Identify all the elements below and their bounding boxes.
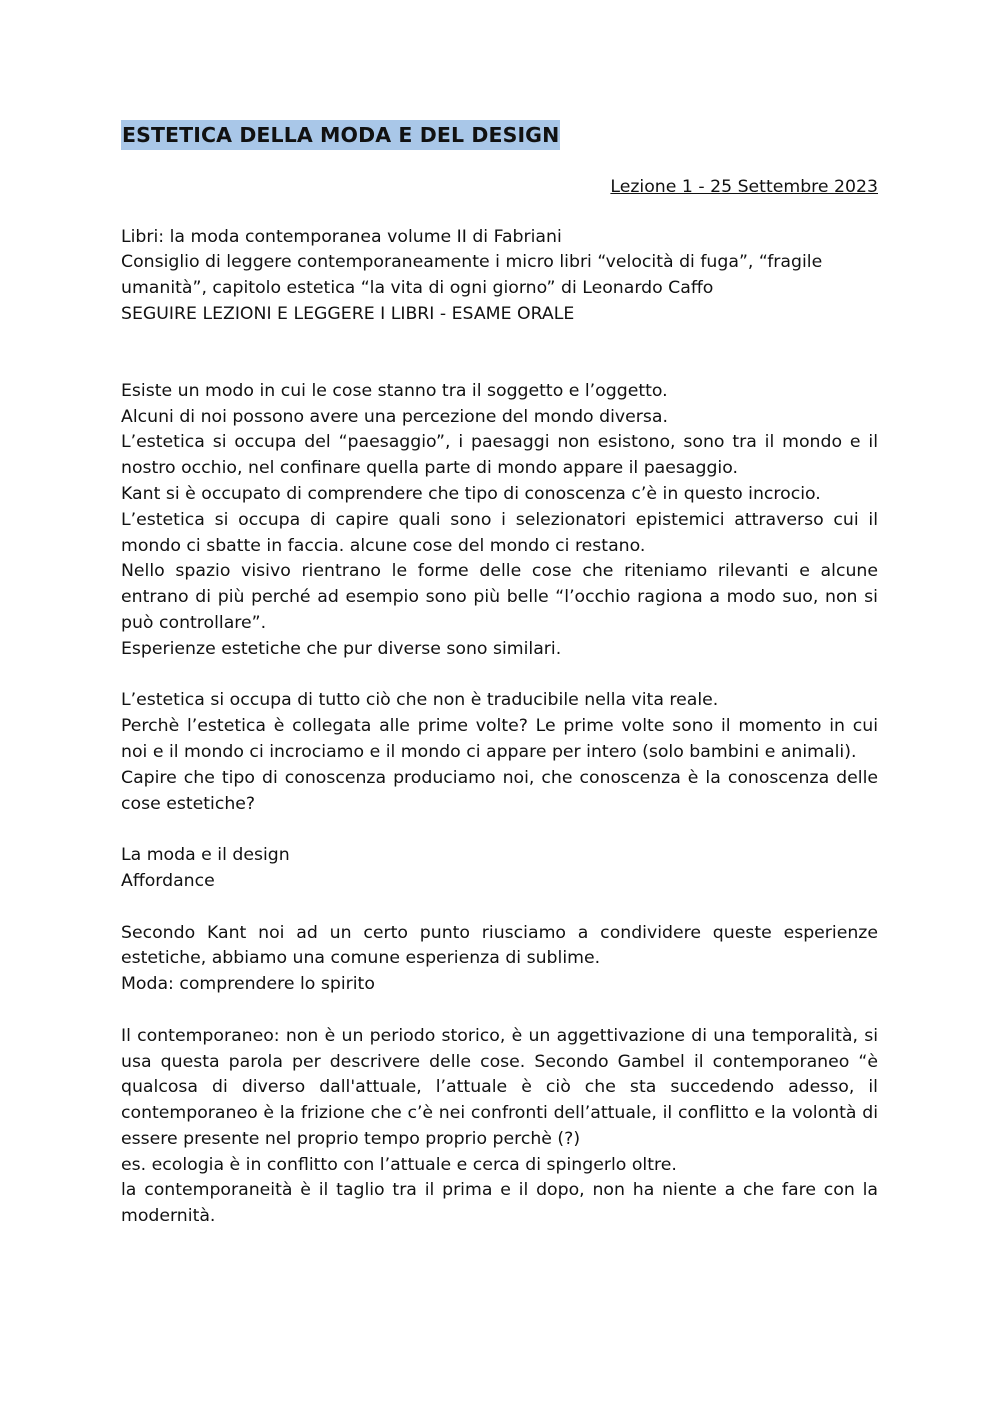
paragraph: Esiste un modo in cui le cose stanno tra il soggetto e l’oggetto. [121,380,668,401]
document-title: ESTETICA DELLA MODA E DEL DESIGN [121,120,560,150]
books-line: Consiglio di leggere contemporaneamente i micro libri “velocità di fuga”, “fragile umanità”, capitolo estetica “la vita di ogni giorno” di Leonardo Caffo [121,252,823,299]
document-page [121,120,878,1230]
section-contemporary [121,1024,878,1230]
section-fashion-design [121,843,878,895]
section-kant [121,921,878,998]
paragraph: Kant si è occupato di comprendere che tipo di conoscenza c’è in questo incrocio. [121,483,821,504]
paragraph: Capire che tipo di conoscenza produciamo noi, che conoscenza è la conoscenza delle cose estetiche? [121,767,878,814]
paragraph: Secondo Kant noi ad un certo punto riusciamo a condividere queste esperienze estetiche, abbiamo una comune esperienza di sublime. [121,922,878,969]
paragraph: es. ecologia è in conflitto con l’attuale e cerca di spingerlo oltre. [121,1154,677,1175]
spacer [121,895,878,921]
paragraph: la contemporaneità è il taglio tra il prima e il dopo, non ha niente a che fare con la modernità. [121,1180,878,1227]
spacer [121,998,878,1024]
section-perception [121,379,878,663]
paragraph: Affordance [121,870,215,891]
paragraph: Il contemporaneo: non è un periodo storico, è un aggettivazione di una temporalità, si usa questa parola per descrivere delle cose. Secondo Gambel il contemporaneo “è qualcosa di diverso dall'attuale, l’attuale è ciò che sta succedendo adesso, il contemporaneo è la frizione che c’è nei confronti dell’attuale, il conflitto e la volontà di essere presente nel proprio tempo proprio perchè (?) [121,1025,878,1149]
paragraph: Esperienze estetiche che pur diverse sono similari. [121,638,562,659]
spacer [121,817,878,843]
spacer [121,663,878,689]
paragraph: L’estetica si occupa del “paesaggio”, i paesaggi non esistono, sono tra il mondo e il nostro occhio, nel confinare quella parte di mondo appare il paesaggio. [121,432,878,479]
paragraph: La moda e il design [121,845,290,866]
books-block [121,225,878,328]
books-line: Libri: la moda contemporanea volume II di Fabriani [121,226,562,247]
lesson-date: Lezione 1 - 25 Settembre 2023 [610,176,878,197]
paragraph: Alcuni di noi possono avere una percezione del mondo diversa. [121,406,668,427]
books-line: SEGUIRE LEZIONI E LEGGERE I LIBRI - ESAME ORALE [121,303,575,324]
paragraph: Moda: comprendere lo spirito [121,974,375,995]
paragraph: L’estetica si occupa di capire quali sono i selezionatori epistemici attraverso cui il mondo ci sbatte in faccia. alcune cose del mondo ci restano. [121,509,878,556]
paragraph: L’estetica si occupa di tutto ciò che non è traducibile nella vita reale. [121,690,719,711]
paragraph: Perchè l’estetica è collegata alle prime volte? Le prime volte sono il momento in cui noi e il mondo ci incrociamo e il mondo ci appare per intero (solo bambini e animali). [121,716,878,762]
section-first-times [121,688,878,817]
paragraph: Nello spazio visivo rientrano le forme delle cose che riteniamo rilevanti e alcune entrano di più perché ad esempio sono più belle “l’occhio ragiona a modo suo, non si può controllare”. [121,561,878,633]
